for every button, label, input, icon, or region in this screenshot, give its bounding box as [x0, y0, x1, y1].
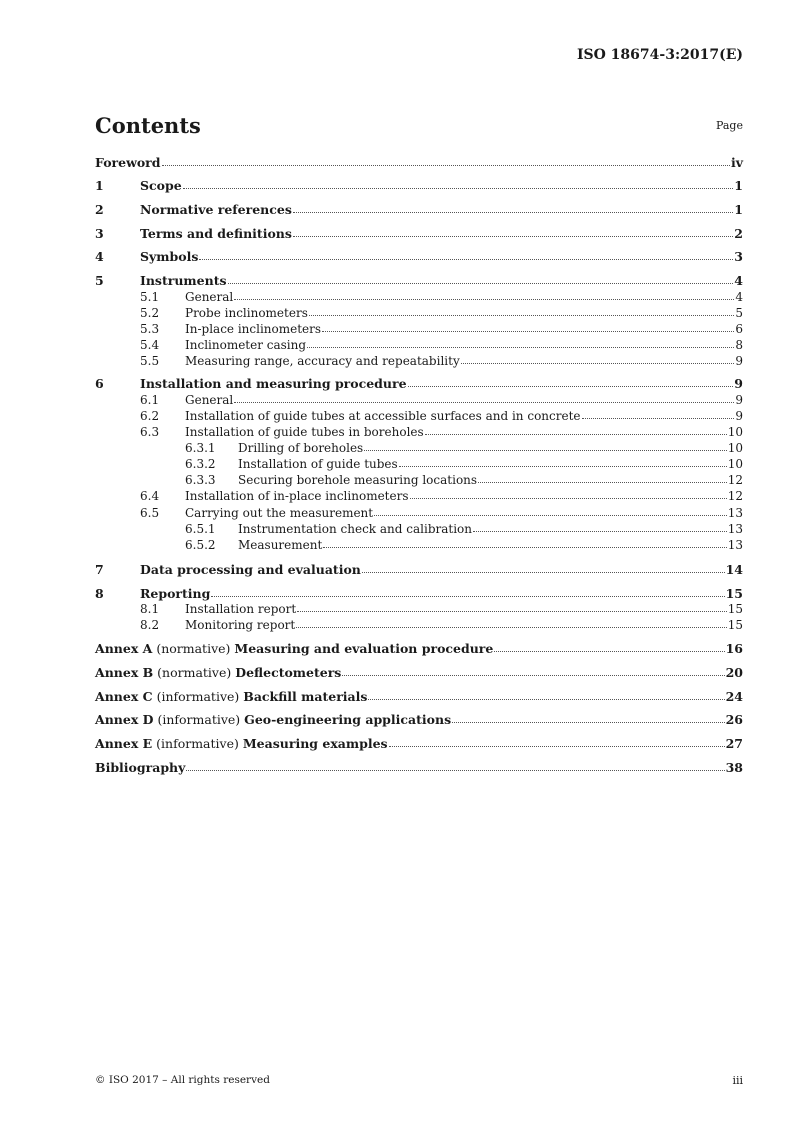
- toc-entry-title: Installation and measuring procedure: [140, 376, 407, 391]
- toc-entry-number: 5.5: [140, 354, 160, 368]
- dot-leader: [234, 402, 734, 403]
- toc-entry-number: 6.3.2: [185, 457, 216, 471]
- toc-entry[interactable]: [95, 375, 743, 391]
- toc-entry-page: 10: [727, 425, 743, 439]
- toc-entry[interactable]: [95, 272, 743, 288]
- annex-label: Annex C: [95, 689, 153, 704]
- toc-entry-page: 14: [725, 562, 743, 577]
- toc-entry-number: 6.1: [140, 393, 160, 407]
- dot-leader: [410, 498, 727, 499]
- toc-entry-page: 15: [727, 602, 743, 616]
- toc-entry-title: Normative references: [140, 202, 292, 217]
- dot-leader: [323, 547, 726, 548]
- toc-entry-number: 6.3: [140, 425, 160, 439]
- document-id: ISO 18674-3:2017(E): [576, 47, 743, 63]
- toc-entry[interactable]: [95, 177, 743, 193]
- toc-entry-title: Installation report: [185, 602, 297, 616]
- toc-entry-page: iv: [730, 155, 743, 170]
- toc-entry-page: 10: [727, 441, 743, 455]
- toc-entry-number: 2: [95, 202, 104, 217]
- toc-entry-title: Installation of guide tubes at accessible surfaces and in concrete: [185, 409, 581, 423]
- toc-entry-title: [95, 712, 451, 727]
- toc-entry-page: 2: [734, 226, 743, 241]
- toc-entry[interactable]: [95, 304, 743, 320]
- dot-leader: [228, 283, 734, 284]
- toc-entry[interactable]: [95, 455, 743, 471]
- toc-entry[interactable]: [95, 711, 743, 727]
- toc-entry[interactable]: [95, 504, 743, 520]
- toc-entry-title: Instruments: [140, 273, 227, 288]
- toc-entry-number: 8.1: [140, 602, 160, 616]
- dot-leader: [389, 746, 725, 747]
- toc-entry-number: 5.3: [140, 322, 160, 336]
- toc-entry-page: 4: [735, 290, 743, 304]
- dot-leader: [473, 531, 727, 532]
- toc-entry-title: General: [185, 290, 234, 304]
- toc-entry-number: 6.3.1: [185, 441, 216, 455]
- toc-entry-number: 5.2: [140, 306, 160, 320]
- toc-entry-title: [95, 736, 388, 751]
- toc-entry-number: 6.3.3: [185, 473, 216, 487]
- dot-leader: [293, 236, 733, 237]
- toc-entry-number: 6.2: [140, 409, 160, 423]
- toc-entry-title: Symbols: [140, 249, 199, 264]
- annex-kind: (informative): [152, 736, 243, 751]
- toc-entry-title: Measurement: [238, 538, 323, 552]
- toc-entry-number: 6.5: [140, 506, 160, 520]
- toc-entry-title: General: [185, 393, 234, 407]
- toc-entry-title: Inclinometer casing: [185, 338, 307, 352]
- toc-entry-page: 13: [727, 506, 743, 520]
- dot-leader: [364, 450, 727, 451]
- toc-entry-title: Installation of guide tubes: [238, 457, 398, 471]
- annex-title: Measuring and evaluation procedure: [234, 641, 494, 656]
- toc-entry-page: 9: [735, 393, 743, 407]
- toc-entry-title: [95, 689, 367, 704]
- dot-leader: [478, 482, 727, 483]
- toc-entry[interactable]: [95, 688, 743, 704]
- toc-entry-page: 4: [734, 273, 743, 288]
- toc-entry[interactable]: [95, 201, 743, 217]
- toc-entry[interactable]: [95, 391, 743, 407]
- toc-entry[interactable]: [95, 520, 743, 536]
- toc-entry[interactable]: [95, 439, 743, 455]
- dot-leader: [234, 299, 734, 300]
- dot-leader: [494, 651, 724, 652]
- dot-leader: [211, 596, 724, 597]
- toc-entry-page: 12: [727, 473, 743, 487]
- toc-entry[interactable]: [95, 664, 743, 680]
- toc-entry-page: 26: [725, 712, 743, 727]
- dot-leader: [582, 418, 735, 419]
- dot-leader: [399, 466, 727, 467]
- dot-leader: [183, 188, 734, 189]
- toc-entry-number: 6.4: [140, 489, 160, 503]
- toc-entry-title: Drilling of boreholes: [238, 441, 364, 455]
- toc-entry-title: Monitoring report: [185, 618, 296, 632]
- toc-entry-page: 13: [727, 522, 743, 536]
- toc-entry-page: 3: [734, 249, 743, 264]
- toc-entry[interactable]: [95, 759, 743, 775]
- toc-entry-title: Probe inclinometers: [185, 306, 308, 320]
- toc-entry-page: 12: [727, 489, 743, 503]
- annex-label: Annex D: [95, 712, 154, 727]
- toc-entry-number: 5.4: [140, 338, 160, 352]
- toc-entry-page: 9: [735, 354, 743, 368]
- annex-kind: (normative): [153, 665, 236, 680]
- toc-entry[interactable]: [95, 616, 743, 632]
- dot-leader: [297, 611, 727, 612]
- toc-entry-page: 16: [725, 641, 743, 656]
- toc-entry-number: 8.2: [140, 618, 160, 632]
- dot-leader: [307, 347, 734, 348]
- toc-entry-title: Reporting: [140, 586, 211, 601]
- toc-entry[interactable]: [95, 154, 743, 170]
- dot-leader: [362, 572, 725, 573]
- toc-entry-number: 3: [95, 226, 104, 241]
- toc-entry-title: Bibliography: [95, 760, 186, 775]
- page-title: Contents: [95, 113, 201, 138]
- dot-leader: [322, 331, 734, 332]
- toc-entry-title: [95, 665, 341, 680]
- toc-entry-number: 1: [95, 178, 104, 193]
- toc-entry-page: 9: [734, 376, 743, 391]
- page-column-label: Page: [715, 119, 743, 132]
- toc-entry[interactable]: [95, 336, 743, 352]
- footer-page-number: iii: [732, 1074, 743, 1087]
- annex-label: Annex A: [95, 641, 153, 656]
- toc-entry[interactable]: [95, 600, 743, 616]
- dot-leader: [293, 212, 733, 213]
- toc-entry-title: Foreword: [95, 155, 161, 170]
- annex-kind: (normative): [152, 641, 235, 656]
- toc-entry-page: 24: [725, 689, 743, 704]
- dot-leader: [425, 434, 727, 435]
- toc-entry-number: 6: [95, 376, 104, 391]
- toc-entry[interactable]: [95, 423, 743, 439]
- toc-entry-page: 8: [735, 338, 743, 352]
- toc-entry-title: Securing borehole measuring locations: [238, 473, 478, 487]
- annex-kind: (informative): [153, 712, 245, 727]
- toc-entry-title: Instrumentation check and calibration: [238, 522, 472, 536]
- toc-entry-title: Installation of in-place inclinometers: [185, 489, 409, 503]
- dot-leader: [374, 515, 727, 516]
- annex-label: Annex B: [95, 665, 154, 680]
- toc-entry-title: Scope: [140, 178, 182, 193]
- toc-entry-page: 5: [735, 306, 743, 320]
- toc-entry-title: [95, 641, 493, 656]
- dot-leader: [368, 699, 724, 700]
- toc-entry-page: 27: [725, 736, 743, 751]
- annex-title: Measuring examples: [242, 736, 388, 751]
- toc-entry-number: 8: [95, 586, 104, 601]
- toc-entry[interactable]: [95, 640, 743, 656]
- dot-leader: [408, 386, 734, 387]
- toc-entry[interactable]: [95, 561, 743, 577]
- toc-entry[interactable]: [95, 352, 743, 368]
- toc-entry-page: 6: [735, 322, 743, 336]
- toc-entry-title: In-place inclinometers: [185, 322, 322, 336]
- toc-entry[interactable]: [95, 248, 743, 264]
- annex-label: Annex E: [95, 736, 153, 751]
- toc-entry[interactable]: [95, 407, 743, 423]
- dot-leader: [461, 363, 735, 364]
- toc-entry-page: 15: [727, 618, 743, 632]
- toc-entry-number: 5.1: [140, 290, 160, 304]
- footer-copyright: © ISO 2017 – All rights reserved: [95, 1074, 270, 1086]
- toc-entry[interactable]: [95, 585, 743, 601]
- dot-leader: [186, 770, 724, 771]
- toc-entry[interactable]: [95, 471, 743, 487]
- toc-entry-page: 15: [725, 586, 743, 601]
- toc-entry-number: 6.5.2: [185, 538, 216, 552]
- annex-title: Geo-engineering applications: [244, 712, 452, 727]
- toc-entry-number: 4: [95, 249, 104, 264]
- dot-leader: [342, 675, 724, 676]
- toc-entry[interactable]: [95, 288, 743, 304]
- toc-entry-page: 10: [727, 457, 743, 471]
- dot-leader: [309, 315, 735, 316]
- dot-leader: [452, 722, 724, 723]
- toc-entry-number: 7: [95, 562, 104, 577]
- toc-entry-title: Installation of guide tubes in boreholes: [185, 425, 424, 439]
- toc-entry-number: 5: [95, 273, 104, 288]
- toc-entry[interactable]: [95, 735, 743, 751]
- dot-leader: [199, 259, 733, 260]
- toc-entry-page: 9: [735, 409, 743, 423]
- toc-entry-page: 20: [725, 665, 743, 680]
- toc-entry[interactable]: [95, 225, 743, 241]
- toc-entry-page: 1: [734, 202, 743, 217]
- annex-kind: (informative): [152, 689, 244, 704]
- dot-leader: [162, 165, 730, 166]
- annex-title: Deflectometers: [235, 665, 342, 680]
- toc-entry-page: 1: [734, 178, 743, 193]
- toc-entry-number: 6.5.1: [185, 522, 216, 536]
- annex-title: Backfill materials: [243, 689, 368, 704]
- toc-entry-title: Carrying out the measurement: [185, 506, 374, 520]
- toc-entry-page: 13: [727, 538, 743, 552]
- toc-entry-page: 38: [725, 760, 743, 775]
- toc-entry-title: Terms and definitions: [140, 226, 292, 241]
- toc-entry-title: Data processing and evaluation: [140, 562, 361, 577]
- toc-entry[interactable]: [95, 487, 743, 503]
- toc-entry[interactable]: [95, 536, 743, 552]
- toc-entry[interactable]: [95, 320, 743, 336]
- dot-leader: [296, 627, 726, 628]
- toc-entry-title: Measuring range, accuracy and repeatability: [185, 354, 460, 368]
